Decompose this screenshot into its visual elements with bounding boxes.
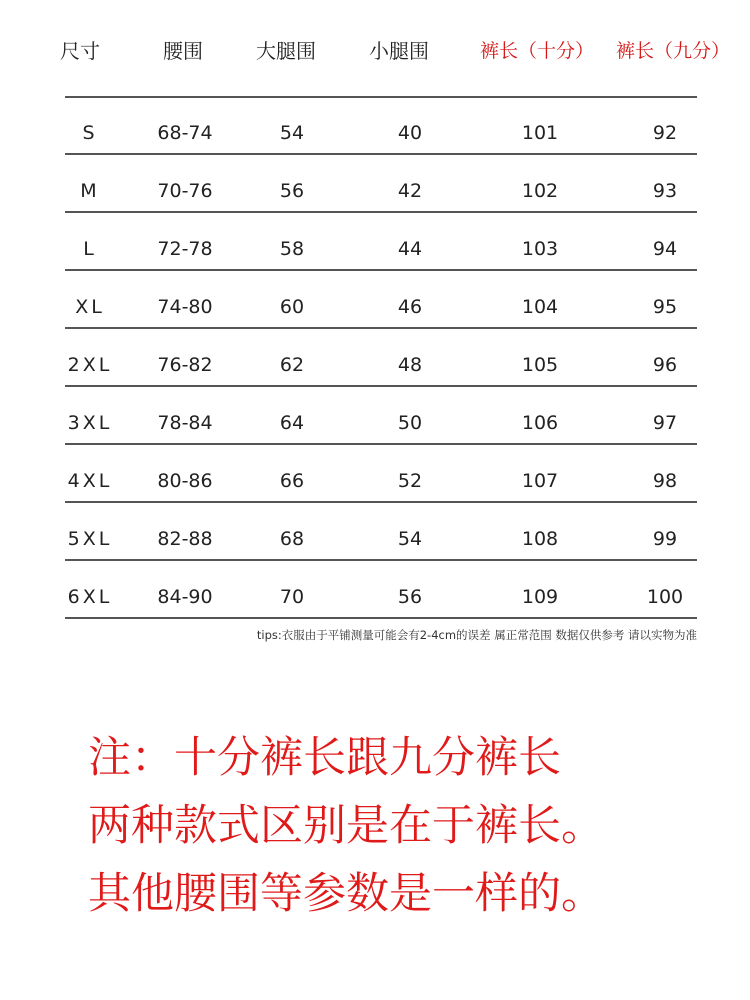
table-header bbox=[0, 30, 750, 72]
cell-thigh: 62 bbox=[279, 354, 305, 376]
tips-note: tips:衣服由于平铺测量可能会有2-4cm的误差 属正常范围 数据仅供参考 请以实物为准 bbox=[256, 628, 697, 642]
table-row bbox=[0, 561, 750, 619]
cell-size: M bbox=[80, 180, 100, 202]
cell-size: 5XL bbox=[67, 528, 113, 550]
cell-calf: 50 bbox=[397, 412, 423, 434]
header-thigh: 大腿围 bbox=[256, 39, 316, 63]
cell-length-ninth: 98 bbox=[652, 470, 678, 492]
cell-thigh: 58 bbox=[279, 238, 305, 260]
cell-calf: 40 bbox=[397, 122, 423, 144]
cell-length-ninth: 92 bbox=[652, 122, 678, 144]
row-divider bbox=[65, 617, 697, 619]
cell-length-full: 102 bbox=[521, 180, 559, 202]
cell-waist: 72-78 bbox=[157, 238, 213, 260]
table-row bbox=[0, 271, 750, 329]
cell-waist: 70-76 bbox=[157, 180, 213, 202]
cell-waist: 74-80 bbox=[157, 296, 213, 318]
cell-size: L bbox=[83, 238, 97, 260]
cell-length-ninth: 97 bbox=[652, 412, 678, 434]
cell-thigh: 56 bbox=[279, 180, 305, 202]
cell-length-full: 107 bbox=[521, 470, 559, 492]
table-row bbox=[0, 329, 750, 387]
cell-waist: 82-88 bbox=[157, 528, 213, 550]
cell-size: 6XL bbox=[67, 586, 113, 608]
cell-length-full: 103 bbox=[521, 238, 559, 260]
cell-size: 4XL bbox=[67, 470, 113, 492]
table-row bbox=[0, 387, 750, 445]
table-row bbox=[0, 213, 750, 271]
cell-calf: 44 bbox=[397, 238, 423, 260]
cell-thigh: 70 bbox=[279, 586, 305, 608]
header-length-full: 裤长（十分） bbox=[480, 40, 595, 62]
cell-length-ninth: 100 bbox=[646, 586, 684, 608]
header-length-ninth: 裤长（九分） bbox=[616, 40, 731, 62]
remark-line-1: 注：十分裤长跟九分裤长 bbox=[88, 733, 561, 783]
cell-size: 3XL bbox=[67, 412, 113, 434]
header-waist: 腰围 bbox=[163, 39, 203, 63]
cell-waist: 80-86 bbox=[157, 470, 213, 492]
cell-length-ninth: 96 bbox=[652, 354, 678, 376]
cell-length-ninth: 99 bbox=[652, 528, 678, 550]
cell-length-full: 105 bbox=[521, 354, 559, 376]
table-row bbox=[0, 97, 750, 155]
cell-size: XL bbox=[75, 296, 105, 318]
cell-length-full: 101 bbox=[521, 122, 559, 144]
cell-waist: 76-82 bbox=[157, 354, 213, 376]
cell-waist: 78-84 bbox=[157, 412, 213, 434]
remark-block bbox=[88, 724, 728, 928]
cell-length-ninth: 94 bbox=[652, 238, 678, 260]
cell-length-full: 108 bbox=[521, 528, 559, 550]
cell-length-ninth: 95 bbox=[652, 296, 678, 318]
cell-thigh: 66 bbox=[279, 470, 305, 492]
header-calf: 小腿围 bbox=[369, 39, 429, 63]
cell-calf: 46 bbox=[397, 296, 423, 318]
cell-length-ninth: 93 bbox=[652, 180, 678, 202]
cell-calf: 52 bbox=[397, 470, 423, 492]
cell-thigh: 54 bbox=[279, 122, 305, 144]
remark-line-2: 两种款式区别是在于裤长。 bbox=[88, 801, 604, 851]
cell-thigh: 64 bbox=[279, 412, 305, 434]
cell-waist: 84-90 bbox=[157, 586, 213, 608]
cell-calf: 54 bbox=[397, 528, 423, 550]
header-size: 尺寸 bbox=[60, 39, 100, 63]
cell-calf: 48 bbox=[397, 354, 423, 376]
cell-calf: 56 bbox=[397, 586, 423, 608]
cell-thigh: 60 bbox=[279, 296, 305, 318]
table-row bbox=[0, 155, 750, 213]
cell-length-full: 104 bbox=[521, 296, 559, 318]
cell-calf: 42 bbox=[397, 180, 423, 202]
cell-size: S bbox=[82, 122, 98, 144]
cell-length-full: 109 bbox=[521, 586, 559, 608]
cell-waist: 68-74 bbox=[157, 122, 213, 144]
cell-length-full: 106 bbox=[521, 412, 559, 434]
cell-thigh: 68 bbox=[279, 528, 305, 550]
table-row bbox=[0, 445, 750, 503]
table-row bbox=[0, 503, 750, 561]
remark-line-3: 其他腰围等参数是一样的。 bbox=[88, 869, 604, 919]
cell-size: 2XL bbox=[67, 354, 113, 376]
